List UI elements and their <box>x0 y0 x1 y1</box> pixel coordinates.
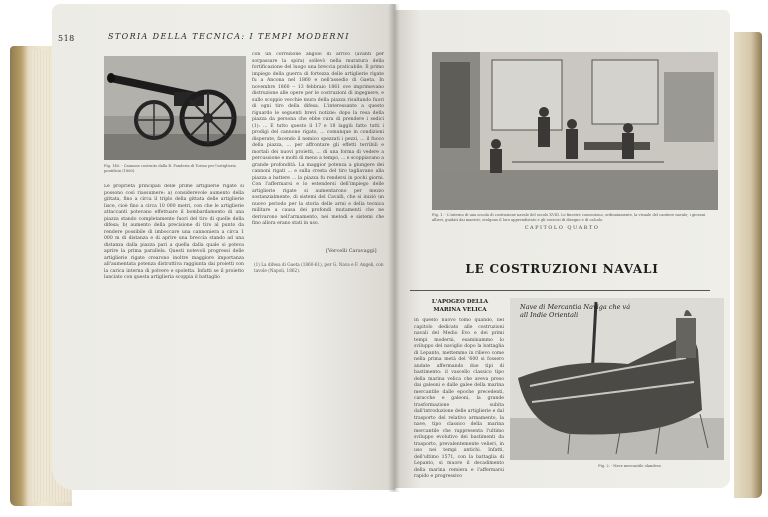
title-rule <box>410 290 710 291</box>
ship-caption: Fig. 2. - Nave mercantile olandese. <box>598 464 662 468</box>
left-figure-caption: Fig. 140. - Cannone costruito dalla R. Fonderia di Torino per l'artiglieria pontificia (1860). <box>104 164 236 173</box>
right-column-text: con un correzione angolo di arrivo (avanti per sorpassare la spira) sollevò nella muratura della fortificazione del luogo una breccia praticabile. Il primo impiego della guerra di fortezza delle artiglierie rigate fu a Ancona nel 1860 e nell'assedio di Gaeta. In novembre 1860 -- 13 febbraio 1861 ove imprimevano distruzione alle opere per le costruzioni di ingegnere, e sullo scoppio vecchie mura della piazza risultando fuori di ogni tiro della difesa. L'interessante a questo riguardo le seguenti brevi notizie: dopo la resa della piazza da persona che ebbe cura di prendere i sedici (1): ... E tutto questo il 17 e 18 laggiù fatto tutti i prodigi del cannone rigato, ... comunque in condizioni disperate, facendo il nemico spezzati i pezzi, ... il fuoco della piazza, ... per affrontare gli effetti terribili e mortali dei nuovi proietti, ... di una forma di vedere a percussione e molti di meno a tempo, ... e scoppiavano a grande profondità. La maggior potenza a giungere dei cannoni rigati ... e sulla cresta del tiro tagliavano alla piazza a battere ... la piazza fu rendersi in pochi giorni. Con l'affermarsi e lo estendersi dell'impiego delle artiglierie rigate si aumentarono per mezzo sostanzialmente, di sistemi del Cavalli, che si iniziò un nuovo periodo per la storia delle armi e della tecnica militare a causa dei profondi mutamenti che ne derivarono nell'armamento, nei metodi e sistemi che fino allora erano stati in uso. <box>252 52 384 226</box>
page-number: 518 <box>58 34 75 43</box>
shipbuilding-school-engraving <box>432 52 718 210</box>
left-column-text: Le proprietà principali delle prime artiglierie rigate si possono così riassumere: a) considerevole aumento della gittata, fino a circa il triplo della gittata delle artiglierie lisce, cioè fino a circa 10 000 metri, con che le artiglierie attaccanti potevano effettuare il bombardamento di una piazza stando completamente fuori del tiro di quelle della difesa; b) aumento della precisione di tiro al punto da rendere possibile di imboccare una cannoniera a circa 1 000 m di distanza e di aprire una breccia stando ad una distanza dalla piazza pari a quella dalla quale si poteva aprire la prima parallela. Questi notevoli progressi delle artiglierie rigate crearono inoltre maggiore importanza all'aumentata potenza distruttiva raggiunta dai proietti con la carica interna di polvere e spoletta. Infatti se il proietto lanciato con questa artiglieria scoppia il battaglio <box>104 184 244 280</box>
cannon-photo <box>104 56 246 160</box>
merchant-ship-engraving <box>510 298 724 460</box>
signature: [Vercelli Caravaggi] <box>326 248 377 254</box>
right-figure-caption: Fig. 1. - L'interno di una scuola di costruzione navale del secolo XVIII. Le finestre consentono, ordinatamente, la visuale del cantiere navale; i giovani allievi, guidati dai maestri, svolgono il loro apprendistato e gli esercizi di disegno e di calcolo. <box>432 213 706 222</box>
running-head: STORIA DELLA TECNICA: I TEMPI MODERNI <box>108 32 350 41</box>
section-heading: L'APOGEO DELLA MARINA VELICA <box>431 299 489 313</box>
ship-inscription: Nave di Mercantia Naviga che vá all Indie Orientali <box>520 303 631 319</box>
book-gutter <box>388 4 400 492</box>
chapter-label: CAPITOLO QUARTO <box>524 225 600 231</box>
chapter-title: LE COSTRUZIONI NAVALI <box>465 262 659 276</box>
right-page-text: In questo nuovo tomo quando, nel capitolo dedicato alle costruzioni navali del Medio Evo e dei primi tempi moderni, esaminammo lo sviluppo del naviglio dopo la battaglia di Lepanto, mettemmo in rilievo come nella prima metà del '600 si fossero andate affermando due tipi di bastimento: il vascello classico tipo della marina velica che aveva preso dai galeoni e dalle galee della marina mercantile dalle epoche precedenti, caracche e galeoni, la grande trasformazione subita dall'introduzione delle artiglierie e dal trasporto del relativo armamento, la nave, tipo classico della marina mercantile che rappresenta l'ultimo sviluppo evolutivo dei bastimenti da trasporto, prevalentemente velieri, in uso nei tempi antichi. Infatti, dell'ultimo 1571, con la battaglia di Lepanto, si muore il decadimento della marina remiera e l'affermarsi rapido e progressivo <box>414 318 504 479</box>
footnote: (1) La difesa di Gaeta (1860-61), per G. Nava e F. Angeli, con tavole (Napoli, 1862). <box>254 262 384 273</box>
page-edges-right <box>734 32 762 498</box>
